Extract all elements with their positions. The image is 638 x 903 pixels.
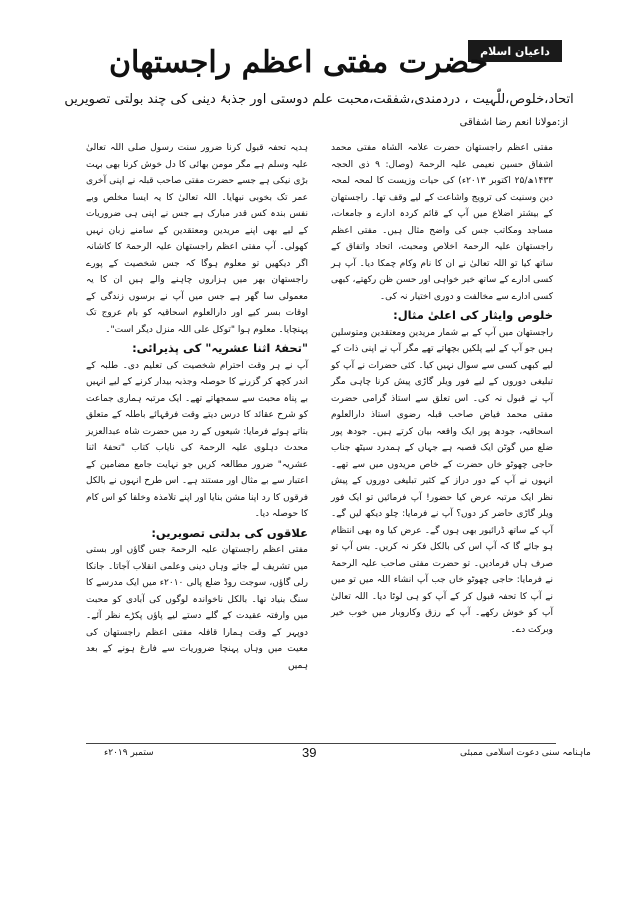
footer-divider: [86, 743, 556, 744]
page-number: 39: [302, 745, 317, 760]
article-author: از:مولانا انعم رضا اشفاقی: [459, 117, 568, 128]
paragraph: مفتی اعظم راجستھان علیہ الرحمۃ جس گاؤں اور بستی میں تشریف لے جاتے وہاں دینی وعلمی انقلاب آجاتا۔ جانکا رلی گاؤں، سوجت روڈ ضلع پالی ۲۰۱۰ء میں ایک مدرسے کا سنگ بنیاد تھا۔ بالکل ناخواندہ لوگوں کی آبادی کو محبت میں وارفتہ عقیدت کے گلے دستے لیے پاؤں پکڑے نظر آئے۔ دوپہر کے وقت ہمارا قافلہ مفتی اعظم راجستھان کی معیت میں وہاں پہنچا ضروریات سے فارغ ہونے کے بعد ہمیں: [86, 545, 308, 671]
article-subtitle: اتحاد،خلوص،للّٰہیت ، دردمندی،شفقت،محبت علم دوستی اور جذبۂ دینی کی چند بولتی تصویریں: [64, 92, 574, 107]
section-heading: خلوص وایثار کی اعلیٰ مثال:: [393, 308, 553, 322]
left-text-column: [86, 140, 308, 674]
paragraph: آپ نے ہر وقت احترام شخصیت کی تعلیم دی۔ طلبہ کے اندر کچھ کر گزرنے کا حوصلہ وجذبہ بیدار کرنے کے لیے انہیں بے پناہ محبت سے سمجھاتے تھے۔ ایک مرتبہ ہماری جماعت کو شرح عقائد کا درس دیتے وقت فرقہائے باطلہ کے متعلق بتاتے ہوئے فرمایا: شیعوں کے رد میں حضرت شاہ عبدالعزیز محدث دہلوی علیہ الرحمۃ کی نایاب کتاب "تحفۂ اثنا عشریہ" ضرور مطالعہ کریں جو نہایت جامع مضامین کے اعتبار سے بے مثال اور مستند ہے۔ اس طرح انہوں نے بالکل فرقوں کا رد اپنا مشن بنایا اور اپنے تلامذہ وخلفا کو اس کام کا حوصلہ دیا۔: [86, 360, 308, 519]
paragraph: مفتی اعظم راجستھان حضرت علامہ الشاہ مفتی محمد اشفاق حسین نعیمی علیہ الرحمۃ (وصال: ۹ ذی الحجہ ۱۴۳۳ھ/۲۵ اکتوبر ۲۰۱۳ء) کی حیات وزیست کا لمحہ لمحہ دین وسنیت کی ترویج واشاعت کے لیے وقف تھا۔ راجستھان کے بیشتر اضلاع میں آپ کے قائم کردہ ادارے و جامعات، مساجد ومکاتب جس کی واضح مثال ہیں۔ مفتی اعظم راجستھان علیہ الرحمۃ اخلاص ومحبت، اتحاد واتفاق کے ساتھ کیا تو اللہ تعالیٰ نے ان کا نام وکام چمکا دیا۔ آپ ہر کسی ادارے کے ساتھ خیر خواہی اور حسن ظن رکھتے، کبھی کسی ادارے سے مخالفت و دوری اختیار نہ کی۔: [331, 143, 553, 302]
section-heading: علاقوں کی بدلتی تصویریں:: [151, 525, 308, 540]
paragraph: راجستھان میں آپ کے بے شمار مریدین ومعتقدین ومتوسلین ہیں جو آپ کے لیے پلکیں بچھاتے تھے مگر آپ نے اپنی ذات کے لیے کبھی کسی سے سوال نہیں کیا۔ کئی حضرات نے آپ کو تبلیغی دوروں کے لیے فور ویلر گاڑی پیش کرنا چاہی مگر آپ نے قبول نہ کی۔ اس تعلق سے استاذ گرامی حضرت مفتی محمد فیاض صاحب قبلہ رضوی استاذ دارالعلوم اسحاقیہ، جودھ پور ایک واقعہ بیان کرتے ہیں۔ جودھ پور ضلع میں گوٹن ایک قصبہ ہے جہاں کے ہمدرد سیٹھ جناب حاجی چھوٹو خاں حضرت کے خاص مریدوں میں سے تھے۔ انہوں نے آپ کے دور دراز کے کثیر تبلیغی دوروں کے پیش نظر ایک مرتبہ عرض کیا حضور! آپ فرمائیں تو ایک فور ویلر گاڑی حاضر کر دوں؟ آپ نے فرمایا: چلو دیکھ لیں گے۔ آپ کے ساتھ ڈرائیور بھی ہوں گے۔ عرض کیا وہ بھی انتظام ہو جائے گا کہ آپ اس کی بالکل فکر نہ کریں۔ بس آپ تو صرف ہاں فرمادیں۔ تو حضرت مفتی صاحب علیہ الرحمۃ نے فرمایا: حاجی چھوٹو خاں جب آپ انشاء اللہ میں تو میں نے آپ کا تحفہ قبول کر کے آپ کو ہی لوٹا دیا۔ اللہ تعالیٰ آپ کو خوش رکھے۔ آپ کے رزق وکاروبار میں خوب خیر وبرکت دے۔: [331, 327, 553, 635]
section-badge: داعیان اسلام: [468, 40, 562, 62]
article-title: حضرت مفتی اعظم راجستھان: [109, 45, 488, 80]
paragraph: ہدیہ تحفہ قبول کرنا ضرور سنت رسول صلی اللہ تعالیٰ علیہ وسلم ہے مگر مومن بھائی کا دل خوش کرنا بھی بہت بڑی نیکی ہے جسے حضرت مفتی صاحب قبلہ نے اپنی آخری عمر تک بخوبی نبھایا۔ اللہ تعالیٰ کا یہ ایسا مخلص وبے نفس بندہ کس قدر مبارک ہے جس نے اپنی ہی ضروریات کے لیے بھی اپنے مریدین ومعتقدین کے سامنے زبان نہیں کھولی۔ آپ مفتی اعظم راجستھان علیہ الرحمۃ کا کاشانہ اگر دیکھیں تو معلوم ہوگا کہ جس شخصیت کے پورے راجستھان بھر میں ہزاروں چاہنے والے ہیں ان کا یہ معمولی سا گھر ہے جس میں آپ نے برسوں زندگی کے اوقات بسر کیے اور دارالعلوم اسحاقیہ کو بام عروج تک پہنچایا۔ معلوم ہوا "توکل علی اللہ منزل دیگر است"۔: [86, 143, 308, 335]
footer-date: ستمبر ۲۰۱۹ء: [104, 748, 154, 758]
footer-magazine-name: ماہنامہ سنی دعوت اسلامی ممبئی: [460, 748, 591, 758]
section-heading: "تحفۂ اثنا عشریہ" کی پذیرائی:: [132, 341, 308, 355]
right-text-column: [331, 140, 553, 638]
